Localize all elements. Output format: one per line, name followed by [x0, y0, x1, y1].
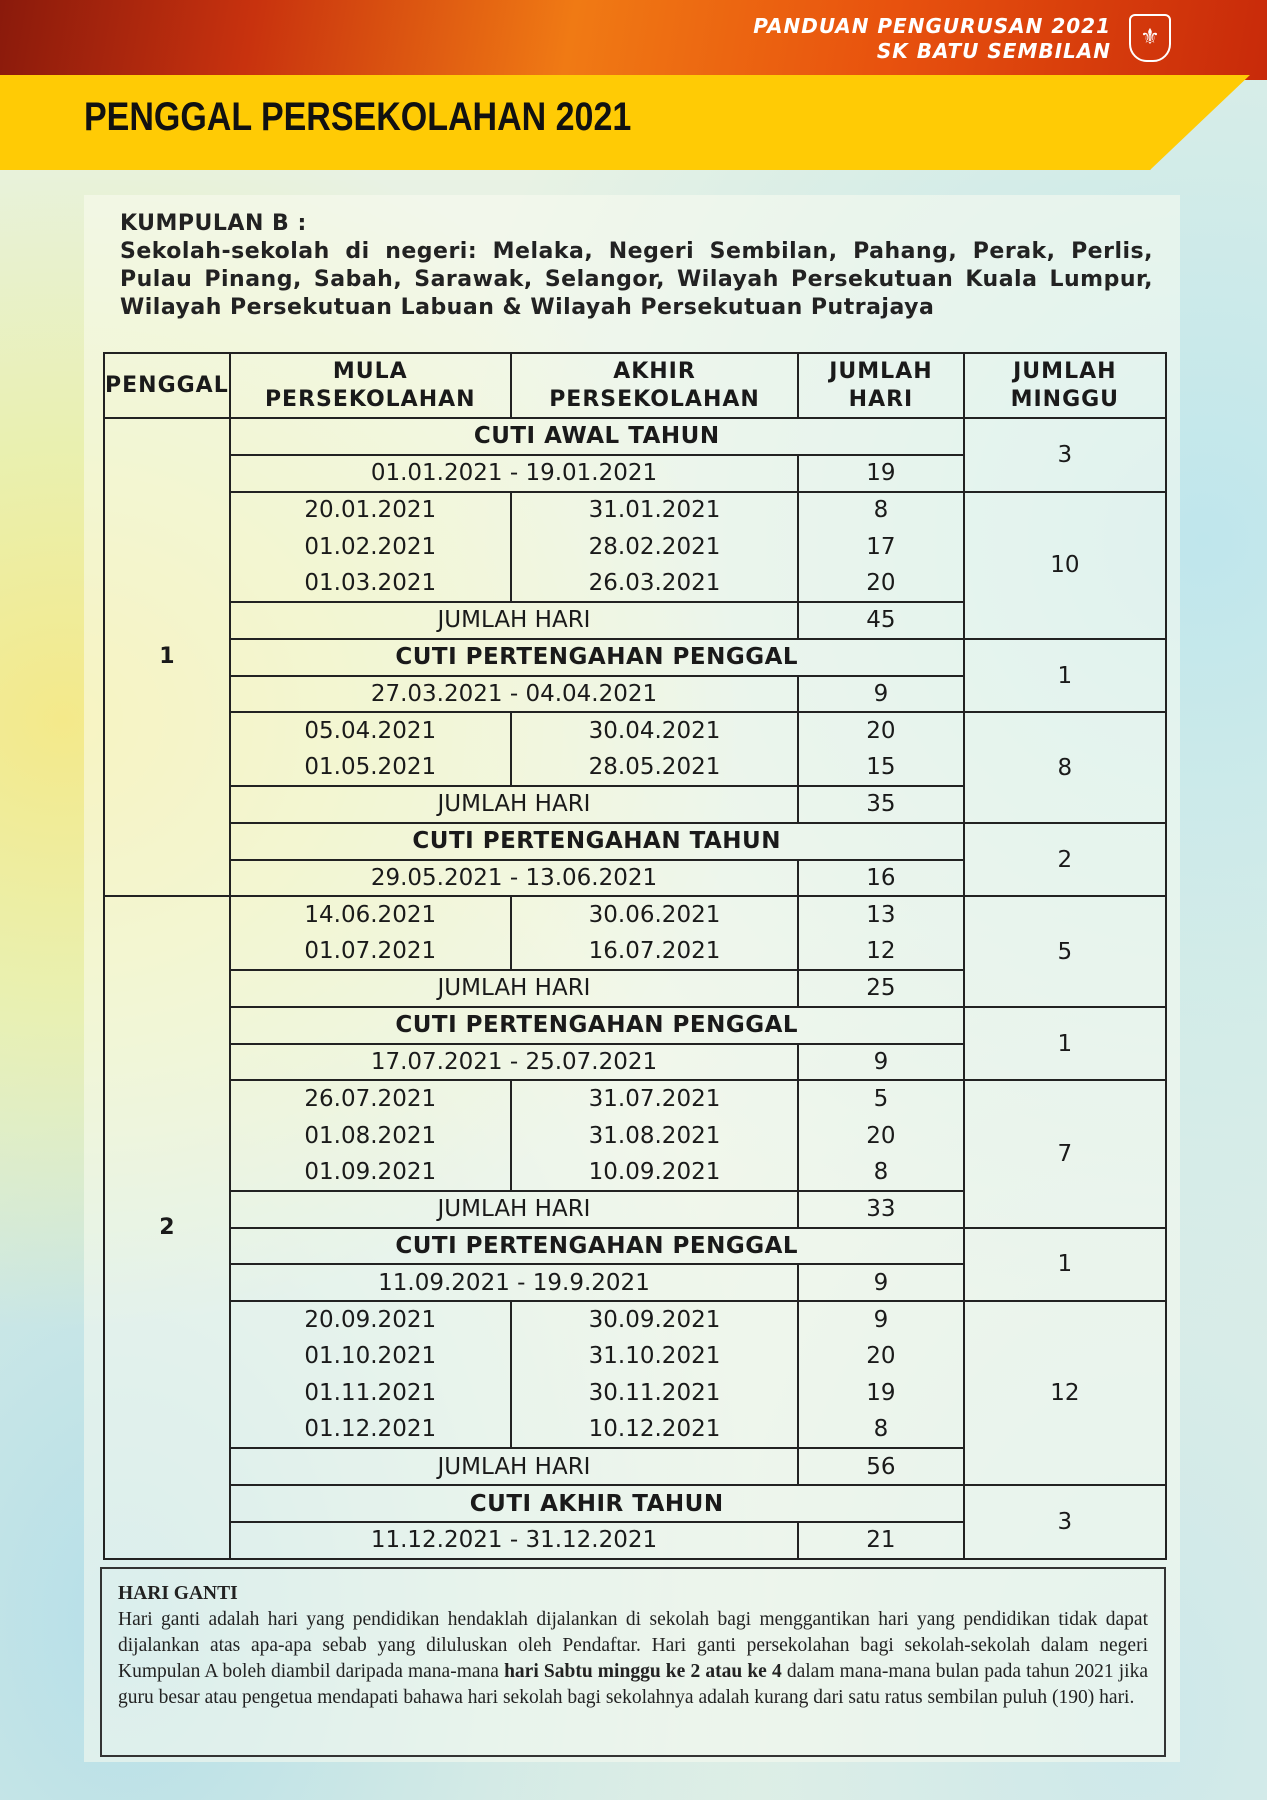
days-count: 21	[798, 1522, 963, 1559]
holiday-dates: 11.09.2021 - 19.9.2021	[230, 1264, 799, 1301]
start-date: 26.07.2021	[230, 1080, 511, 1117]
days-count: 12	[798, 933, 963, 970]
kumpulan-description	[120, 210, 1153, 322]
table-row	[104, 1228, 1166, 1265]
holiday-end: 25.07.2021	[525, 1048, 658, 1075]
school-term-table	[103, 352, 1167, 1560]
end-date: 26.03.2021	[511, 565, 798, 602]
table-row	[104, 1080, 1166, 1117]
start-date: 01.12.2021	[230, 1412, 511, 1449]
holiday-dates: 29.05.2021 - 13.06.2021	[230, 860, 799, 897]
holiday-title: CUTI AKHIR TAHUN	[230, 1485, 964, 1522]
school-crest-icon: ⚜	[1129, 14, 1171, 62]
school-name: SK BATU SEMBILAN	[876, 39, 1111, 63]
days-count: 8	[798, 492, 963, 529]
end-date: 28.05.2021	[511, 749, 798, 786]
days-count: 9	[798, 1301, 963, 1338]
end-date: 10.12.2021	[511, 1412, 798, 1449]
holiday-start: 11.09.2021	[378, 1269, 510, 1296]
total-label: JUMLAH HARI	[230, 786, 799, 823]
holiday-title: CUTI PERTENGAHAN TAHUN	[230, 823, 964, 860]
end-date: 10.09.2021	[511, 1154, 798, 1191]
total-label: JUMLAH HARI	[230, 1191, 799, 1228]
start-date: 01.11.2021	[230, 1375, 511, 1412]
days-count: 9	[798, 1264, 963, 1301]
table-row	[104, 896, 1166, 933]
column-header: MULA PERSEKOLAHAN	[230, 353, 511, 418]
weeks-count: 1	[964, 1228, 1166, 1302]
days-count: 17	[798, 528, 963, 565]
start-date: 01.02.2021	[230, 528, 511, 565]
days-count: 20	[798, 1338, 963, 1375]
start-date: 01.05.2021	[230, 749, 511, 786]
end-date: 30.06.2021	[511, 896, 798, 933]
start-date: 20.09.2021	[230, 1301, 511, 1338]
holiday-start: 29.05.2021	[370, 864, 503, 891]
start-date: 01.09.2021	[230, 1154, 511, 1191]
kumpulan-label: KUMPULAN B :	[120, 211, 307, 236]
note-heading	[118, 1581, 1148, 1607]
holiday-dates: 11.12.2021 - 31.12.2021	[230, 1522, 799, 1559]
note-text-2: dalam mana-mana bulan pada tahun 2021 jika guru besar atau pengetua mendapati bahawa hari sekolah bagi sekolahnya adalah kurang dari satu ratus sembilan puluh (190) hari.	[118, 1661, 1148, 1708]
holiday-end: 31.12.2021	[525, 1527, 658, 1554]
weeks-count: 5	[964, 896, 1166, 1006]
end-date: 31.07.2021	[511, 1080, 798, 1117]
holiday-title: CUTI PERTENGAHAN PENGGAL	[230, 1228, 964, 1265]
total-label: JUMLAH HARI	[230, 970, 799, 1007]
weeks-count: 12	[964, 1301, 1166, 1485]
days-count: 19	[798, 455, 963, 492]
start-date: 01.03.2021	[230, 565, 511, 602]
holiday-end: 19.01.2021	[525, 460, 658, 487]
start-date: 01.08.2021	[230, 1117, 511, 1154]
end-date: 28.02.2021	[511, 528, 798, 565]
guide-title: PANDUAN PENGURUSAN 2021	[753, 14, 1111, 38]
holiday-dates: 27.03.2021 - 04.04.2021	[230, 676, 799, 713]
days-count: 9	[798, 1044, 963, 1081]
total-days: 45	[798, 602, 963, 639]
start-date: 01.10.2021	[230, 1338, 511, 1375]
table-row	[104, 1301, 1166, 1338]
column-header: AKHIR PERSEKOLAHAN	[511, 353, 798, 418]
start-date: 05.04.2021	[230, 712, 511, 749]
holiday-end: 13.06.2021	[525, 864, 658, 891]
days-count: 8	[798, 1412, 963, 1449]
end-date: 30.04.2021	[511, 712, 798, 749]
penggal-number: 1	[104, 418, 230, 896]
days-count: 9	[798, 676, 963, 713]
column-header: PENGGAL	[104, 353, 230, 418]
days-count: 19	[798, 1375, 963, 1412]
table-row	[104, 823, 1166, 860]
page-title: PENGGAL PERSEKOLAHAN 2021	[84, 95, 632, 139]
weeks-count: 3	[964, 418, 1166, 492]
total-days: 25	[798, 970, 963, 1007]
weeks-count: 1	[964, 1007, 1166, 1081]
total-days: 35	[798, 786, 963, 823]
column-header: JUMLAH MINGGU	[964, 353, 1166, 418]
total-days: 33	[798, 1191, 963, 1228]
table-body	[104, 418, 1166, 1559]
table-row	[104, 1007, 1166, 1044]
holiday-end: 04.04.2021	[525, 680, 658, 707]
holiday-start: 11.12.2021	[370, 1527, 503, 1554]
column-header: JUMLAH HARI	[798, 353, 963, 418]
end-date: 31.01.2021	[511, 492, 798, 529]
holiday-start: 27.03.2021	[370, 680, 503, 707]
table-row	[104, 1485, 1166, 1522]
kumpulan-states: Sekolah-sekolah di negeri: Melaka, Negeri Sembilan, Pahang, Perak, Perlis, Pulau Pinang, Sabah, Sarawak, Selangor, Wilayah Persekutuan Kuala Lumpur, Wilayah Persekutuan Labuan & Wilayah Persekutuan Putrajaya	[120, 239, 1153, 320]
total-days: 56	[798, 1448, 963, 1485]
table-row	[104, 639, 1166, 676]
holiday-dates: 01.01.2021 - 19.01.2021	[230, 455, 799, 492]
end-date: 31.10.2021	[511, 1338, 798, 1375]
days-count: 13	[798, 896, 963, 933]
days-count: 20	[798, 1117, 963, 1154]
total-label: JUMLAH HARI	[230, 1448, 799, 1485]
table-header-row	[104, 353, 1166, 418]
table-row	[104, 712, 1166, 749]
days-count: 15	[798, 749, 963, 786]
end-date: 16.07.2021	[511, 933, 798, 970]
days-count: 20	[798, 565, 963, 602]
note-bold: hari Sabtu minggu ke 2 atau ke 4	[504, 1661, 782, 1682]
start-date: 14.06.2021	[230, 896, 511, 933]
holiday-dates: 17.07.2021 - 25.07.2021	[230, 1044, 799, 1081]
holiday-title: CUTI PERTENGAHAN PENGGAL	[230, 1007, 964, 1044]
note-title: HARI GANTI	[118, 1583, 238, 1604]
weeks-count: 1	[964, 639, 1166, 713]
end-date: 31.08.2021	[511, 1117, 798, 1154]
days-count: 5	[798, 1080, 963, 1117]
table-row	[104, 492, 1166, 529]
weeks-count: 3	[964, 1485, 1166, 1559]
days-count: 8	[798, 1154, 963, 1191]
start-date: 20.01.2021	[230, 492, 511, 529]
end-date: 30.11.2021	[511, 1375, 798, 1412]
weeks-count: 8	[964, 712, 1166, 822]
end-date: 30.09.2021	[511, 1301, 798, 1338]
weeks-count: 7	[964, 1080, 1166, 1227]
penggal-number: 2	[104, 896, 230, 1558]
holiday-title: CUTI PERTENGAHAN PENGGAL	[230, 639, 964, 676]
holiday-end: 19.9.2021	[532, 1269, 650, 1296]
days-count: 20	[798, 712, 963, 749]
weeks-count: 10	[964, 492, 1166, 639]
holiday-start: 17.07.2021	[370, 1048, 503, 1075]
days-count: 16	[798, 860, 963, 897]
header-text	[753, 14, 1111, 64]
holiday-start: 01.01.2021	[370, 460, 503, 487]
note-text-1: Hari ganti adalah hari yang pendidikan hendaklah dijalankan di sekolah bagi menggantikan hari yang pendidikan tidak dapat dijalankan atas apa-apa sebab yang diluluskan oleh Pendaftar. Hari ganti persekolahan bagi sekolah-sekolah dalam negeri Kumpulan A boleh diambil daripada mana-mana	[118, 1609, 1148, 1682]
holiday-title: CUTI AWAL TAHUN	[230, 418, 964, 455]
start-date: 01.07.2021	[230, 933, 511, 970]
total-label: JUMLAH HARI	[230, 602, 799, 639]
weeks-count: 2	[964, 823, 1166, 897]
table-row	[104, 418, 1166, 455]
hari-ganti-note	[100, 1567, 1166, 1757]
